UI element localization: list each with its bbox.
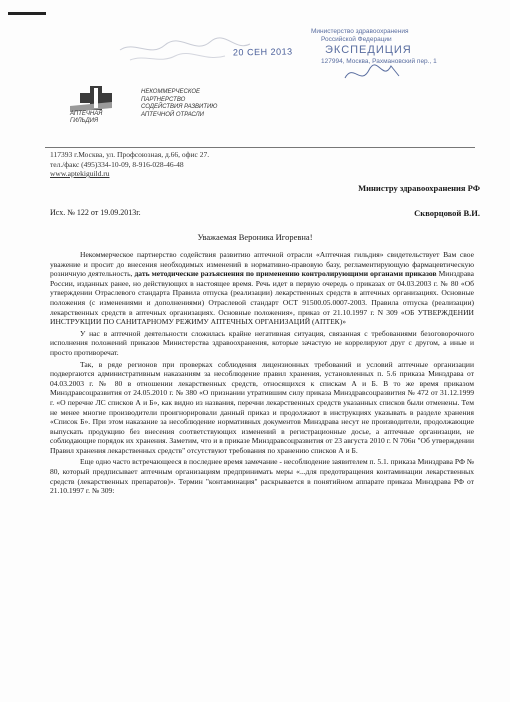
stamp-line-1: Министерство здравоохранения — [311, 28, 409, 35]
phone-line: тел./факс (495)334-10-09, 8-916-028-46-48 — [50, 159, 184, 169]
salutation: Уважаемая Вероника Игоревна! — [197, 232, 313, 242]
stamp-line-4: 127994, Москва, Рахмановский пер., 1 — [321, 58, 437, 65]
header-divider — [45, 147, 475, 148]
stamp-line-3: ЭКСПЕДИЦИЯ — [325, 44, 412, 56]
website-link[interactable]: www.aptekiguild.ru — [50, 169, 110, 178]
recipient-title: Министру здравоохранения РФ — [358, 183, 480, 193]
org-line: НЕКОММЕРЧЕСКОЕ — [141, 89, 200, 95]
paragraph: У нас в аптечной деятельности сложилась крайне негативная ситуация, связанная с требованиями безоговорочного исполнения положений приказов Министерства здравоохранения, которые зачастую не коррелируют друг с другом, а иные и просто противоречат. — [50, 328, 474, 357]
address-line: 117393 г.Москва, ул. Профсоюзная, д.66, офис 27. — [50, 150, 210, 159]
signature-icon — [343, 58, 403, 88]
org-line: СОДЕЙСТВИЯ РАЗВИТИЮ — [141, 104, 218, 110]
ministry-stamp — [303, 28, 437, 88]
received-date-stamp: 20 СЕН 2013 — [232, 46, 293, 58]
paragraph: Некоммерческое партнерство содействия развитию аптечной отрасли «Аптечная гильдия» свидетельствует Вам свое уважение и просит до внесения необходимых изменений в нормативно-правовую базу, регламентирующую фармацевтическую розничную деятельность, дать методические разъяснения по применению контролирующими органами приказов Минздрава России, изданных ранее, но действующих в настоящее время. Речь идет в первую очередь о приказах от 04.03.2003 г. № 80 «Об утверждении Отраслевого стандарта Правила отпуска (реализации) лекарственных средств в аптечных организациях. Основные положения (с изменениями и дополнениями) Отраслевой стандарт ОСТ 91500.05.0007-2003. Правила отпуска (реализации) лекарственных средств в аптечных организациях. Основные положения», приказ от 21.10.1997 г. N 309 «ОБ УТВЕРЖДЕНИИ ИНСТРУКЦИИ ПО САНИТАРНОМУ РЕЖИМУ АПТЕЧНЫХ ОРГАНИЗАЦИЙ (АПТЕК)» — [50, 250, 474, 327]
stamp-line-2: Российской Федерации — [321, 36, 392, 43]
paragraph: Еще одно часто встречающееся в последнее время замечание - несоблюдение заявителем п. 5.1. приказа Минздрава РФ № 80, который предписывает аптечным организациям предпринимать меры «...для предотвращения контаминации лекарственных средств (лекарственных препаратов)». Термин "контаминация" раскрывается в понятийном аппарате приказа Минздрава РФ от 21.10.1997 г. № 309: — [50, 457, 474, 496]
organization-name — [141, 89, 217, 119]
letter-body — [50, 250, 474, 498]
outgoing-number: Исх. № 122 от 19.09.2013г. — [50, 208, 141, 217]
header-mark — [8, 12, 46, 15]
paragraph: Так, в ряде регионов при проверках соблюдения лицензионных требований и условий аптечные организации подвергаются административным наказаниям за несоблюдение правил хранения, установленных п. 5.6 приказа Минздрава от 04.03.2003 г. № 80 в отношении лекарственных средств, относящихся к спискам А и Б. В то же время приказом Минздравсоцразвития от 24.05.2010 г. № 380 «О признании утратившим силу приказа Минздравсоцразвития № 472 от 31.12.1999 г. «О перечне ЛС списков А и Б», как видно из названия, перечни лекарственных средств указанных списков были отменены. Тем не менее многие производители проигнорировали данный приказ и продолжают в инструкциях указывать в разделе хранения «Список Б». При этом наказание за несоблюдение нормативных документов Минздрава несут не производители, продолжающие выпускать продукцию без внесения соответствующих изменений в регистрационные досье, а аптечные организации, не соблюдающие порядок их хранения. Заметим, что и в приказе Минздравсоцразвития от 23 августа 2010 г. N 706н "Об утверждении Правил хранения лекарственных средств" отсутствуют требования по хранению списков А и Б. — [50, 359, 474, 455]
recipient-name: Скворцовой В.И. — [414, 208, 480, 218]
logo-wordmark: АПТЕЧНАЯ ГИЛЬДИЯ — [70, 111, 103, 124]
org-line: ПАРТНЕРСТВО — [141, 96, 186, 103]
org-line: АПТЕЧНОЙ ОТРАСЛИ — [141, 111, 204, 118]
sender-address — [50, 150, 209, 179]
